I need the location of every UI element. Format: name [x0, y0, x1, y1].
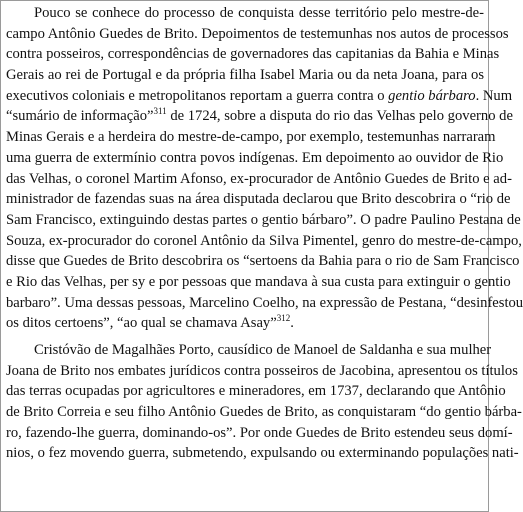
text-line: Souza, ex-procurador do coronel Antônio da Silva Pimentel, genro do mestre-de-campo,: [6, 232, 522, 249]
text-segment: de 1724, sobre a disputa do rio das Velhas pelo governo de: [166, 108, 513, 125]
text-line: [6, 106, 513, 127]
text-line: e Rio das Velhas, per sy e por pessoas que mandava à sua custa para extinguir o gentio: [6, 273, 511, 290]
text-line: disse que Guedes de Brito descobrira os “sertoens da Bahia para o rio de Sam Francisco: [6, 253, 520, 270]
body-text: [6, 3, 523, 464]
paragraph: [6, 3, 523, 334]
text-line: de Brito Correia e seu filho Antônio Guedes de Brito, as conquistaram “do gentio bárba-: [6, 404, 522, 421]
text-segment: executivos coloniais e metropolitanos reportam a guerra contra o: [6, 87, 389, 104]
text-line: [6, 313, 484, 334]
text-segment: “sumário de informação”: [6, 108, 154, 125]
footnote-ref[interactable]: 311: [153, 106, 167, 117]
text-line: ro, fazendo-lhe guerra, dominando-os”. Por onde Guedes de Brito estendeu seus domí-: [6, 424, 513, 441]
italic-term: gentio bárbaro: [388, 87, 476, 104]
text-line: nios, o fez movendo guerra, submetendo, expulsando ou exterminando populações nati-: [6, 445, 519, 462]
text-segment: os ditos certoens”, “ao qual se chamava Asay”: [6, 315, 277, 332]
text-line: campo Antônio Guedes de Brito. Depoimentos de testemunhas nos autos de processos: [6, 25, 509, 42]
text-line: das terras ocupadas por agricultores e mineradores, em 1737, declarando que Antônio: [6, 383, 506, 400]
footnote-ref[interactable]: 312: [276, 313, 291, 324]
text-line: uma guerra de extermínio contra povos indígenas. Em depoimento ao ouvidor de Rio: [6, 149, 504, 166]
text-line: Joana de Brito nos embates jurídicos contra posseiros de Jacobina, apresentou os títulos: [6, 362, 518, 379]
text-line: Sam Francisco, extinguindo destas partes o gentio bárbaro”. O padre Paulino Pestana de: [6, 211, 521, 228]
text-line: Cristóvão de Magalhães Porto, causídico de Manoel de Saldanha e sua mulher: [34, 342, 492, 358]
text-line: barbaro”. Uma dessas pessoas, Marcelino Coelho, na expressão de Pestana, “desinfestou: [6, 294, 523, 311]
text-line: Pouco se conhece do processo de conquista desse território pelo mestre-de-: [34, 5, 484, 21]
text-segment: . Num: [475, 87, 513, 104]
paragraph: [6, 340, 522, 464]
text-line: Minas Gerais e a herdeira do mestre-de-campo, por exemplo, testemunhas narraram: [6, 129, 496, 146]
text-line: contra posseiros, correspondências de governadores das capitanias da Bahia e Minas: [6, 46, 500, 63]
text-line: Gerais ao rei de Portugal e da própria filha Isabel Maria ou da neta Joana, para os: [6, 67, 484, 84]
text-segment: .: [290, 315, 294, 332]
text-line: [6, 86, 513, 107]
text-line: das Velhas, o coronel Martim Afonso, ex-procurador de Antônio Guedes de Brito e ad-: [6, 170, 512, 187]
text-line: ministrador de fazendas suas na área disputada declarou que Brito descobrira o “rio de: [6, 191, 511, 208]
